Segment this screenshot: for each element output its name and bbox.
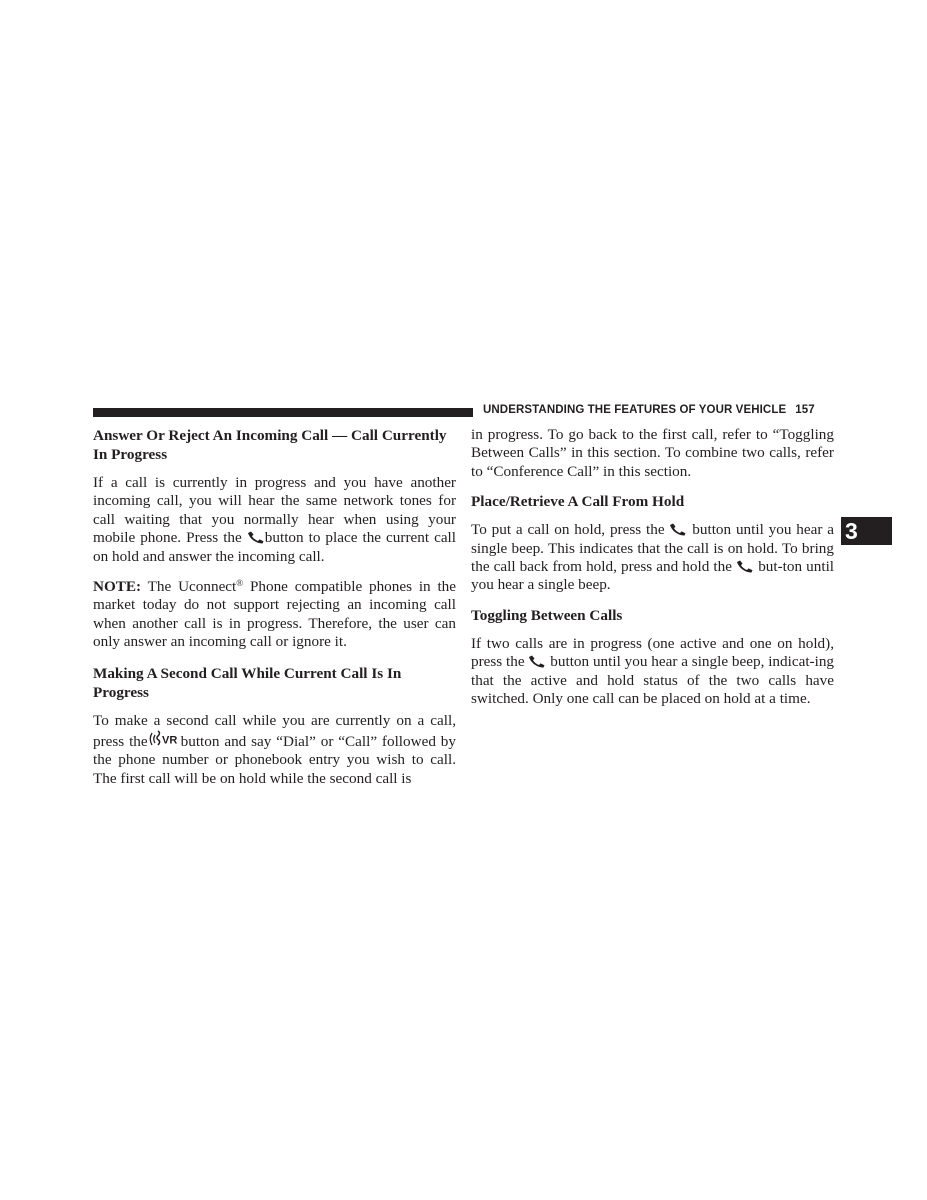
paragraph-call-waiting: If a call is currently in progress and you have another incoming call, you will hear the same network tones for call waiting that you normally hear when using your mobile phone. Press the button to place the current call on hold and answer the incoming call. [93,474,456,565]
section-title: UNDERSTANDING THE FEATURES OF YOUR VEHICLE [483,404,787,416]
phone-icon [528,655,546,668]
phone-icon [736,560,754,573]
paragraph-continued: in progress. To go back to the first call, refer to “Toggling Between Calls” in this section. To combine two calls, refer to “Conference Call” in this section. [471,426,834,480]
phone-icon [247,531,265,544]
heading-place-retrieve-hold: Place/Retrieve A Call From Hold [471,493,685,511]
right-column [471,426,834,719]
vr-glyph: VR [161,734,177,747]
page-number: 157 [795,404,815,416]
phone-icon [669,523,687,536]
running-header [483,404,835,416]
header-rule [93,408,473,417]
voice-recognition-icon [148,730,181,748]
note-label: NOTE: [93,578,142,596]
heading-answer-or-reject: Answer Or Reject An Incoming Call — Call Currently In Progress [93,427,447,463]
left-column [93,426,456,800]
chapter-tab: 3 [841,517,892,545]
heading-toggling-between-calls: Toggling Between Calls [471,606,623,624]
paragraph-toggling: If two calls are in progress (one active and one on hold), press the button until you hear a single beep, indicat-ing that the active and hold status of the two calls have switched. Only one call can be placed on hold at a time. [471,634,835,708]
note-paragraph: NOTE: The Uconnect® Phone compatible phones in the market today do not support rejecting an incoming call when another call is in progress. Therefore, the user can only answer an incoming call or ignore it. [93,578,457,651]
heading-making-second-call: Making A Second Call While Current Call Is In Progress [93,664,402,701]
paragraph-hold: To put a call on hold, press the button until you hear a single beep. This indicates that the call is on hold. To bring the call back from hold, press and hold the but-ton until you hear a single beep. [471,521,835,594]
paragraph-second-call: To make a second call while you are currently on a call, press the VR button and say “Dial” or “Call” followed by the phone number or phonebook entry you wish to call. The first call will be on hold while the second call is [93,711,456,787]
